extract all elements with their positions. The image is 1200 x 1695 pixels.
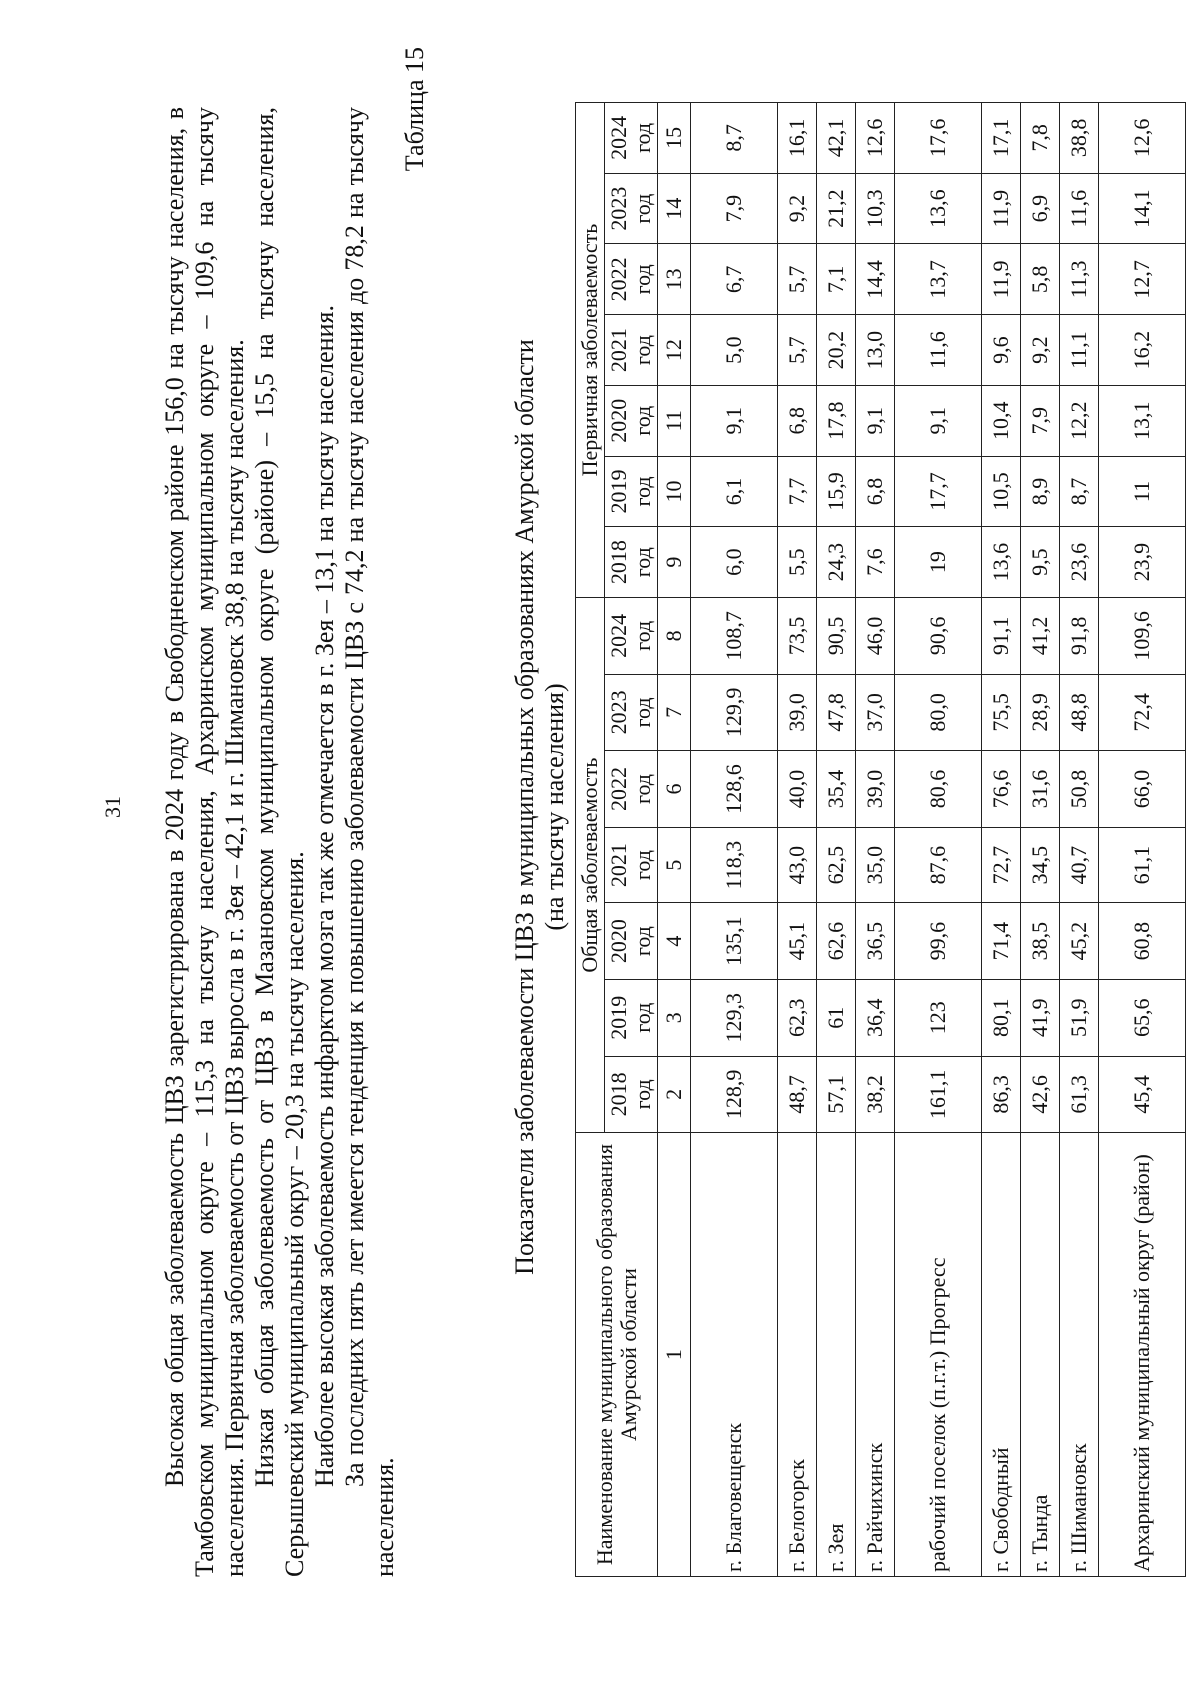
primary-morbidity-cell: 9,1 <box>691 385 778 456</box>
primary-morbidity-cell: 13,7 <box>895 244 982 315</box>
municipality-name: г. Тында <box>1021 1133 1060 1577</box>
total-morbidity-cell: 38,2 <box>856 1056 895 1133</box>
total-morbidity-cell: 57,1 <box>817 1056 856 1133</box>
total-morbidity-cell: 72,4 <box>1099 674 1186 751</box>
primary-morbidity-cell: 7,1 <box>817 244 856 315</box>
total-morbidity-cell: 87,6 <box>895 827 982 903</box>
primary-morbidity-cell: 6,7 <box>691 244 778 315</box>
year-header: 2018 год <box>605 527 658 598</box>
municipality-name: рабочий поселок (п.г.т.) Прогресс <box>895 1133 982 1577</box>
primary-morbidity-cell: 38,8 <box>1060 103 1099 174</box>
total-morbidity-cell: 36,4 <box>856 979 895 1056</box>
total-morbidity-cell: 99,6 <box>895 903 982 980</box>
total-morbidity-cell: 50,8 <box>1060 751 1099 828</box>
primary-morbidity-cell: 17,7 <box>895 456 982 527</box>
primary-morbidity-cell: 9,1 <box>856 385 895 456</box>
total-morbidity-cell: 42,6 <box>1021 1056 1060 1133</box>
primary-morbidity-cell: 11,9 <box>982 244 1021 315</box>
municipality-name: г. Свободный <box>982 1133 1021 1577</box>
paragraph-high-morbidity: Высокая общая заболеваемость ЦВЗ зарегистрирована в 2024 году в Свободненском районе 156,0 на тысячу населения, в Тамбовском муниципальном округе – 115,3 на тысячу населения, Архаринском муниципальном округе – 109,6 на тысячу населения. Первичная заболеваемость от ЦВЗ выросла в г. Зея – 42,1 и г. Шимановск 38,8 на тысячу населения. <box>160 107 249 1577</box>
table-title-line1: Показатели заболеваемости ЦВЗ в муниципальных образованиях Амурской области <box>510 339 539 1275</box>
primary-morbidity-cell: 8,9 <box>1021 456 1060 527</box>
total-morbidity-cell: 62,3 <box>778 979 817 1056</box>
primary-morbidity-cell: 13,6 <box>895 173 982 244</box>
primary-morbidity-cell: 11,1 <box>1060 315 1099 386</box>
table-title-line2: (на тысячу населения) <box>540 683 569 931</box>
total-morbidity-cell: 40,0 <box>778 751 817 828</box>
column-number: 5 <box>658 827 691 903</box>
total-morbidity-cell: 61,3 <box>1060 1056 1099 1133</box>
primary-morbidity-cell: 24,3 <box>817 527 856 598</box>
primary-morbidity-cell: 7,7 <box>778 456 817 527</box>
year-header: 2020 год <box>605 385 658 456</box>
header-primary-morbidity: Первичная заболеваемость <box>576 103 605 598</box>
total-morbidity-cell: 47,8 <box>817 674 856 751</box>
primary-morbidity-cell: 12,6 <box>856 103 895 174</box>
total-morbidity-cell: 73,5 <box>778 598 817 675</box>
primary-morbidity-cell: 6,8 <box>778 385 817 456</box>
year-header: 2020 год <box>605 903 658 980</box>
primary-morbidity-cell: 11 <box>1099 456 1186 527</box>
paragraph-trend: За последних пять лет имеется тенденция к повышению заболеваемости ЦВЗ с 74,2 на тысячу населения до 78,2 на тысячу населения. <box>340 107 399 1577</box>
year-header: 2021 год <box>605 827 658 903</box>
year-header: 2024 год <box>605 598 658 675</box>
total-morbidity-cell: 36,5 <box>856 903 895 980</box>
municipality-name: г. Райчихинск <box>856 1133 895 1577</box>
total-morbidity-cell: 31,6 <box>1021 751 1060 828</box>
year-header: 2023 год <box>605 674 658 751</box>
primary-morbidity-cell: 12,2 <box>1060 385 1099 456</box>
table-row <box>1021 103 1060 1577</box>
primary-morbidity-cell: 42,1 <box>817 103 856 174</box>
total-morbidity-cell: 86,3 <box>982 1056 1021 1133</box>
column-number: 7 <box>658 674 691 751</box>
total-morbidity-cell: 35,4 <box>817 751 856 828</box>
column-number: 6 <box>658 751 691 828</box>
year-header: 2024 год <box>605 103 658 174</box>
total-morbidity-cell: 60,8 <box>1099 903 1186 980</box>
primary-morbidity-cell: 20,2 <box>817 315 856 386</box>
municipality-name: г. Зея <box>817 1133 856 1577</box>
total-morbidity-cell: 135,1 <box>691 903 778 980</box>
total-morbidity-cell: 65,6 <box>1099 979 1186 1056</box>
primary-morbidity-cell: 17,6 <box>895 103 982 174</box>
total-morbidity-cell: 80,0 <box>895 674 982 751</box>
total-morbidity-cell: 41,9 <box>1021 979 1060 1056</box>
primary-morbidity-cell: 7,6 <box>856 527 895 598</box>
primary-morbidity-cell: 13,6 <box>982 527 1021 598</box>
primary-morbidity-cell: 6,9 <box>1021 173 1060 244</box>
column-number: 9 <box>658 527 691 598</box>
municipality-name: г. Шимановск <box>1060 1133 1099 1577</box>
primary-morbidity-cell: 19 <box>895 527 982 598</box>
table-row <box>1060 103 1099 1577</box>
header-total-morbidity: Общая заболеваемость <box>576 598 605 1133</box>
total-morbidity-cell: 72,7 <box>982 827 1021 903</box>
primary-morbidity-cell: 9,1 <box>895 385 982 456</box>
table-row <box>817 103 856 1577</box>
table-row <box>778 103 817 1577</box>
year-header: 2019 год <box>605 456 658 527</box>
total-morbidity-cell: 45,4 <box>1099 1056 1186 1133</box>
primary-morbidity-cell: 14,4 <box>856 244 895 315</box>
total-morbidity-cell: 80,6 <box>895 751 982 828</box>
column-number: 15 <box>658 103 691 174</box>
year-header: 2021 год <box>605 315 658 386</box>
total-morbidity-cell: 35,0 <box>856 827 895 903</box>
total-morbidity-cell: 128,6 <box>691 751 778 828</box>
total-morbidity-cell: 45,2 <box>1060 903 1099 980</box>
primary-morbidity-cell: 9,6 <box>982 315 1021 386</box>
primary-morbidity-cell: 9,5 <box>1021 527 1060 598</box>
total-morbidity-cell: 51,9 <box>1060 979 1099 1056</box>
rotated-content <box>100 27 1154 1587</box>
year-header: 2019 год <box>605 979 658 1056</box>
total-morbidity-cell: 76,6 <box>982 751 1021 828</box>
total-morbidity-cell: 39,0 <box>778 674 817 751</box>
primary-morbidity-cell: 17,8 <box>817 385 856 456</box>
table-row <box>1099 103 1186 1577</box>
total-morbidity-cell: 91,8 <box>1060 598 1099 675</box>
table-row <box>895 103 982 1577</box>
total-morbidity-cell: 39,0 <box>856 751 895 828</box>
primary-morbidity-cell: 16,1 <box>778 103 817 174</box>
total-morbidity-cell: 61,1 <box>1099 827 1186 903</box>
primary-morbidity-cell: 6,0 <box>691 527 778 598</box>
total-morbidity-cell: 37,0 <box>856 674 895 751</box>
year-header: 2022 год <box>605 244 658 315</box>
total-morbidity-cell: 28,9 <box>1021 674 1060 751</box>
total-morbidity-cell: 40,7 <box>1060 827 1099 903</box>
total-morbidity-cell: 128,9 <box>691 1056 778 1133</box>
year-header: 2022 год <box>605 751 658 828</box>
total-morbidity-cell: 66,0 <box>1099 751 1186 828</box>
total-morbidity-cell: 109,6 <box>1099 598 1186 675</box>
primary-morbidity-cell: 5,8 <box>1021 244 1060 315</box>
total-morbidity-cell: 129,3 <box>691 979 778 1056</box>
primary-morbidity-cell: 23,6 <box>1060 527 1099 598</box>
primary-morbidity-cell: 8,7 <box>691 103 778 174</box>
year-header: 2023 год <box>605 173 658 244</box>
primary-morbidity-cell: 10,5 <box>982 456 1021 527</box>
column-number: 14 <box>658 173 691 244</box>
total-morbidity-cell: 48,7 <box>778 1056 817 1133</box>
total-morbidity-cell: 161,1 <box>895 1056 982 1133</box>
column-number: 4 <box>658 903 691 980</box>
total-morbidity-cell: 45,1 <box>778 903 817 980</box>
header-municipality: Наименование муниципального образования Амурской области <box>576 1133 658 1577</box>
table-title <box>510 27 570 1587</box>
primary-morbidity-cell: 5,0 <box>691 315 778 386</box>
primary-morbidity-cell: 8,7 <box>1060 456 1099 527</box>
year-header: 2018 год <box>605 1056 658 1133</box>
total-morbidity-cell: 118,3 <box>691 827 778 903</box>
column-number: 1 <box>658 1133 691 1577</box>
primary-morbidity-cell: 9,2 <box>778 173 817 244</box>
total-morbidity-cell: 34,5 <box>1021 827 1060 903</box>
primary-morbidity-cell: 15,9 <box>817 456 856 527</box>
total-morbidity-cell: 48,8 <box>1060 674 1099 751</box>
primary-morbidity-cell: 10,4 <box>982 385 1021 456</box>
primary-morbidity-cell: 6,1 <box>691 456 778 527</box>
total-morbidity-cell: 90,6 <box>895 598 982 675</box>
primary-morbidity-cell: 13,0 <box>856 315 895 386</box>
total-morbidity-cell: 61 <box>817 979 856 1056</box>
total-morbidity-cell: 80,1 <box>982 979 1021 1056</box>
table-label: Таблица 15 <box>400 47 429 172</box>
total-morbidity-cell: 129,9 <box>691 674 778 751</box>
column-number: 3 <box>658 979 691 1056</box>
primary-morbidity-cell: 10,3 <box>856 173 895 244</box>
paragraph-infarction: Наиболее высокая заболеваемость инфарктом мозга так же отмечается в г. Зея – 13,1 на тысячу населения. <box>310 305 339 1487</box>
total-morbidity-cell: 90,5 <box>817 598 856 675</box>
total-morbidity-cell: 123 <box>895 979 982 1056</box>
column-number: 12 <box>658 315 691 386</box>
column-number: 8 <box>658 598 691 675</box>
primary-morbidity-cell: 11,6 <box>1060 173 1099 244</box>
primary-morbidity-cell: 5,7 <box>778 315 817 386</box>
primary-morbidity-cell: 9,2 <box>1021 315 1060 386</box>
page-number: 31 <box>100 796 125 818</box>
total-morbidity-cell: 43,0 <box>778 827 817 903</box>
table-body <box>658 103 1186 1577</box>
total-morbidity-cell: 41,2 <box>1021 598 1060 675</box>
primary-morbidity-cell: 11,3 <box>1060 244 1099 315</box>
primary-morbidity-cell: 16,2 <box>1099 315 1186 386</box>
total-morbidity-cell: 38,5 <box>1021 903 1060 980</box>
table-row <box>856 103 895 1577</box>
primary-morbidity-cell: 5,5 <box>778 527 817 598</box>
municipality-name: Архаринский муниципальный округ (район) <box>1099 1133 1186 1577</box>
column-number: 10 <box>658 456 691 527</box>
total-morbidity-cell: 91,1 <box>982 598 1021 675</box>
primary-morbidity-cell: 11,6 <box>895 315 982 386</box>
column-number: 2 <box>658 1056 691 1133</box>
primary-morbidity-cell: 23,9 <box>1099 527 1186 598</box>
morbidity-table <box>575 102 1186 1577</box>
table-row <box>691 103 778 1577</box>
total-morbidity-cell: 62,6 <box>817 903 856 980</box>
primary-morbidity-cell: 21,2 <box>817 173 856 244</box>
total-morbidity-cell: 108,7 <box>691 598 778 675</box>
municipality-name: г. Благовещенск <box>691 1133 778 1577</box>
primary-morbidity-cell: 12,7 <box>1099 244 1186 315</box>
total-morbidity-cell: 71,4 <box>982 903 1021 980</box>
primary-morbidity-cell: 11,9 <box>982 173 1021 244</box>
table-row <box>982 103 1021 1577</box>
column-number: 11 <box>658 385 691 456</box>
primary-morbidity-cell: 7,9 <box>1021 385 1060 456</box>
total-morbidity-cell: 46,0 <box>856 598 895 675</box>
primary-morbidity-cell: 17,1 <box>982 103 1021 174</box>
primary-morbidity-cell: 14,1 <box>1099 173 1186 244</box>
total-morbidity-cell: 62,5 <box>817 827 856 903</box>
primary-morbidity-cell: 7,8 <box>1021 103 1060 174</box>
municipality-name: г. Белогорск <box>778 1133 817 1577</box>
total-morbidity-cell: 75,5 <box>982 674 1021 751</box>
primary-morbidity-cell: 6,8 <box>856 456 895 527</box>
paragraph-low-morbidity: Низкая общая заболеваемость от ЦВЗ в Мазановском муниципальном округе (районе) – 15,5 на тысячу населения, Серышевский муниципальный округ – 20,3 на тысячу населения. <box>250 107 309 1577</box>
primary-morbidity-cell: 13,1 <box>1099 385 1186 456</box>
primary-morbidity-cell: 5,7 <box>778 244 817 315</box>
column-number: 13 <box>658 244 691 315</box>
primary-morbidity-cell: 7,9 <box>691 173 778 244</box>
primary-morbidity-cell: 12,6 <box>1099 103 1186 174</box>
column-number-row <box>658 103 691 1577</box>
